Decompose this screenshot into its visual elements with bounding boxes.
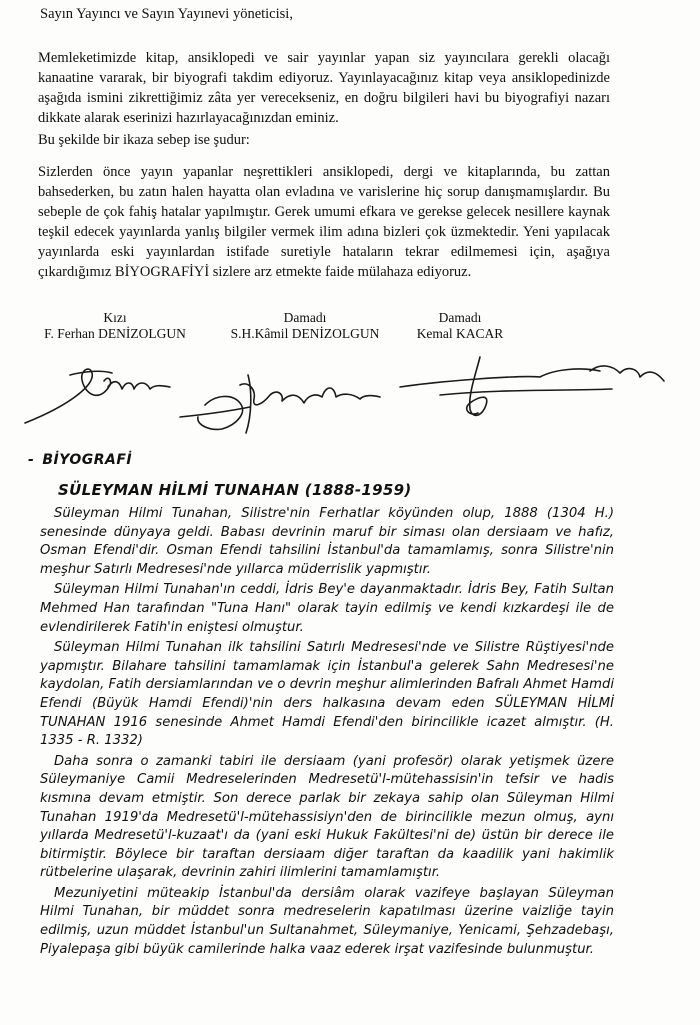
biography-heading-text: BİYOGRAFİ	[42, 452, 133, 468]
letter-salutation: Sayın Yayıncı ve Sayın Yayınevi yöneticisi,	[40, 6, 293, 22]
signatory-name: Kemal KACAR	[416, 326, 504, 341]
signatory-son-in-law-2	[400, 310, 520, 342]
margin-mark: -	[28, 452, 35, 468]
handwritten-signatures	[0, 345, 700, 435]
biography-heading	[28, 452, 132, 468]
signatory-name: F. Ferhan DENİZOLGUN	[44, 326, 186, 341]
signatory-role: Damadı	[438, 310, 482, 325]
biography-paragraph-career: Mezuniyetini müteakip İstanbul'da dersiâm olarak vazifeye başlayan Süleyman Hilmi Tunahan, bir müddet sonra medreselerin kapatılması üzerine vaizliğe tayin edilmiş, uzun müddet İstanbul'un Sultanahmet, Süleymaniye, Yenicami, Şehzadebaşı, Piyalepaşa gibi büyük camilerinde halka vaaz ederek irşat vazifesinde bulunmuştur.	[40, 885, 614, 957]
signature-mark	[400, 357, 664, 415]
biography-body	[40, 505, 614, 961]
signatory-role: Damadı	[283, 310, 327, 325]
signature-mark	[25, 369, 170, 423]
signature-mark	[440, 389, 612, 395]
signature-mark	[180, 384, 380, 429]
letter-paragraph-reason: Bu şekilde bir ikaza sebep ise şudur:	[38, 132, 250, 148]
signatory-list	[0, 310, 700, 340]
letter-paragraph-intro: Memleketimizde kitap, ansiklopedi ve sair yayınlar yapan siz yayıncılara gerekli olacağı kanaatine vararak, bir biyografi takdim ediyoruz. Yayınlayacağınız kitap veya ansiklopedinizde aşağıda ismini zikrettiğimiz zâta yer verecekseniz, en doğru bilgileri havi bu biyografiyi nazarı dikkate alarak eserinizi hazırlayacağınızdan eminiz.	[38, 50, 610, 126]
biography-paragraph-education: Süleyman Hilmi Tunahan ilk tahsilini Satırlı Medresesi'nde ve Silistre Rüştiyesi'nde yapmıştır. Bilahare tahsilini tamamlamak için İstanbul'a gelerek Sahn Medresesi'ne kaydolan, Fatih dersiamlarından ve o devrin meşhur alimlerinden Bafralı Ahmet Hamdi Efendi (Büyük Hamdi Efendi)'nin ders halkasına devam eden SÜLEYMAN HİLMİ TUNAHAN 1916 senesinde Ahmet Hamdi Efendi'den birincilikle icazet almıştır. (H. 1335 - R. 1332)	[40, 640, 614, 749]
biography-paragraph-birth: Süleyman Hilmi Tunahan, Silistre'nin Ferhatlar köyünden olup, 1888 (1304 H.) senesinde dünyaya geldi. Babası devrinin maruf bir siması olan dersiaam ve hafız, Osman Efendi'dir. Osman Efendi tahsilini İstanbul'da tamamlamış, sonra Silistre'nin meşhur Satırlı Medresesi'nde yıllarca müderrislik yapmıştır.	[40, 506, 614, 577]
letter-paragraph-explanation: Sizlerden önce yayın yapanlar neşrettikleri ansiklopedi, dergi ve kitaplarında, bu zattan bahsederken, bu zatın halen hayatta olan evladına ve varislerine hiç sorup danışmamışlardır. Bu sebeple de çok fahiş hatalar yapılmıştır. Gerek umumi efkara ve gerekse gelecek nesillere kaynak teşkil edecek yayınlarda yanlış bilgiler vermek ilim adına bizleri çok üzmektedir. Yeni yapılacak yayınlarda eski yayınlardan istifade suretiyle hataların tekrar edilmemesi için, aşağıya çıkardığımız BİYOGRAFİYİ sizlere arz etmekte faide mülahaza ediyoruz.	[38, 164, 610, 280]
signatory-daughter	[30, 310, 200, 342]
biography-paragraph-ancestry: Süleyman Hilmi Tunahan'ın ceddi, İdris Bey'e dayanmaktadır. İdris Bey, Fatih Sultan Mehmed Han tarafından "Tuna Hanı" olarak tayin edilmiş ve kendi kızkardeşi ile de evlendirilerek Fatih'in eniştesi olmuştur.	[40, 582, 614, 635]
signatory-role: Kızı	[103, 310, 127, 325]
signatory-name: S.H.Kâmil DENİZOLGUN	[230, 326, 380, 341]
signatory-son-in-law-1	[200, 310, 410, 342]
biography-paragraph-specialization: Daha sonra o zamanki tabiri ile dersiaam (yani profesör) olarak yetişmek üzere Süleymaniye Camii Medreselerinden Medresetü'l-mütehassisin'in tefsir ve hadis kısmına devam etmiştir. Son derece parlak bir zekaya sahip olan Süleyman Hilmi Tunahan 1919'da Medresetü'l-mütehassisiyn'den de birincilikle mezun olmuş, aynı yıllarda Medresetü'l-kuzaat'ı da (yani eski Hukuk Fakültesi'ni de) üstün bir derece ile bitirmiştir. Böylece bir taraftan dersiaam diğer taraftan da kaadilik yani hakimlik rütbelerine ulaşarak, devrinin zahiri ilimlerini tamamlamıştır.	[40, 753, 614, 881]
biography-title: SÜLEYMAN HİLMİ TUNAHAN (1888-1959)	[58, 481, 412, 499]
